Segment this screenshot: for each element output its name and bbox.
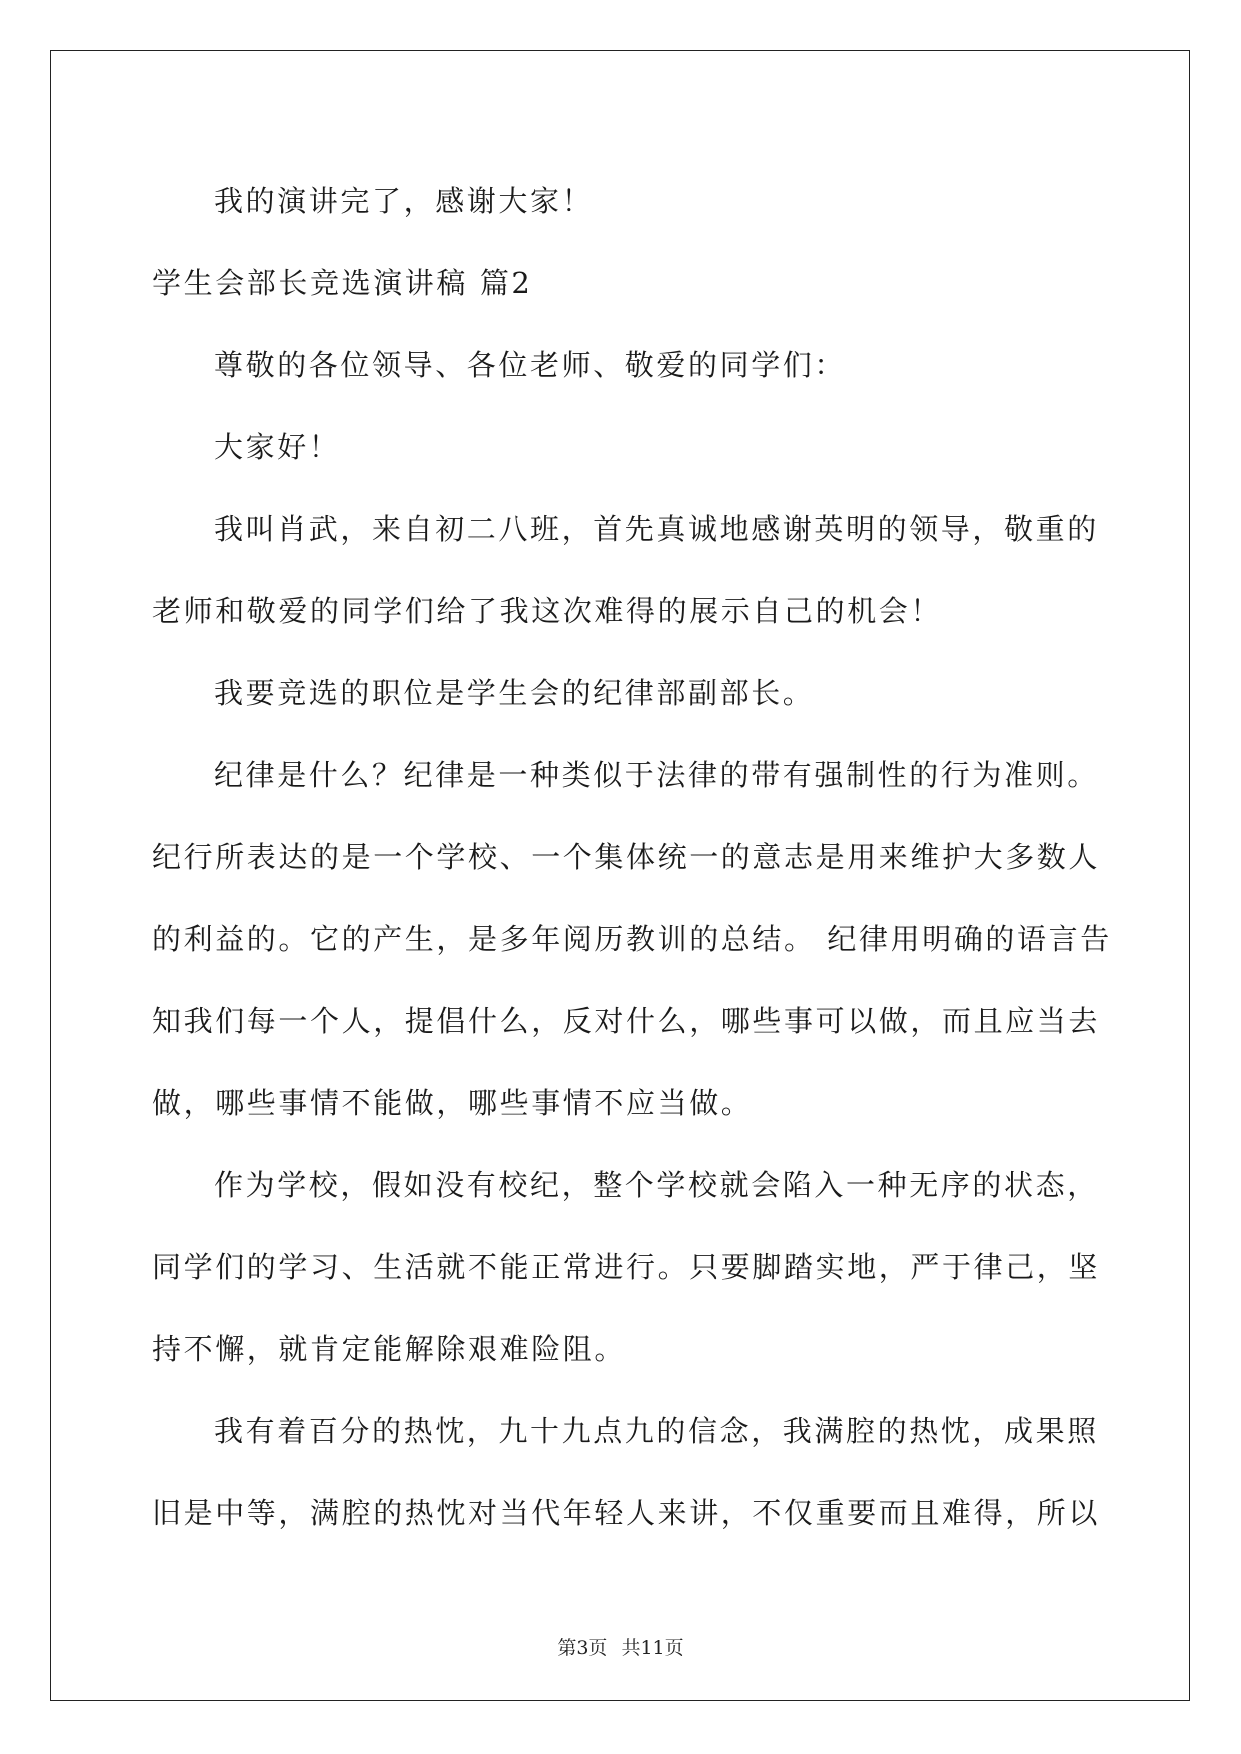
text-line: 知我们每一个人，提倡什么，反对什么，哪些事可以做，而且应当去 (152, 1004, 1101, 1038)
text-line: 纪行所表达的是一个学校、一个集体统一的意志是用来维护大多数人 (152, 840, 1101, 874)
text-line: 我要竞选的职位是学生会的纪律部副部长。 (214, 676, 815, 710)
text-line: 旧是中等，满腔的热忱对当代年轻人来讲，不仅重要而且难得，所以 (152, 1496, 1101, 1530)
text-line: 的利益的。它的产生，是多年阅历教训的总结。 纪律用明确的语言告 (152, 922, 1112, 956)
text-line: 我有着百分的热忱，九十九点九的信念，我满腔的热忱，成果照 (214, 1414, 1099, 1448)
text-line: 尊敬的各位领导、各位老师、敬爱的同学们： (214, 348, 847, 382)
text-line: 我叫肖武，来自初二八班，首先真诚地感谢英明的领导，敬重的 (214, 512, 1099, 546)
page-total: 共11页 (621, 1637, 684, 1659)
text-line: 老师和敬爱的同学们给了我这次难得的展示自己的机会！ (152, 594, 943, 628)
page-footer (0, 1633, 1241, 1660)
section-heading: 学生会部长竞选演讲稿 篇2 (152, 266, 533, 300)
text-line: 大家好！ (214, 430, 341, 464)
text-line: 同学们的学习、生活就不能正常进行。只要脚踏实地，严于律己，坚 (152, 1250, 1101, 1284)
document-body (152, 160, 1112, 1554)
text-line: 我的演讲完了，感谢大家！ (214, 184, 594, 218)
text-line: 做，哪些事情不能做，哪些事情不应当做。 (152, 1086, 753, 1120)
text-line: 作为学校，假如没有校纪，整个学校就会陷入一种无序的状态， (214, 1168, 1099, 1202)
text-line: 持不懈，就肯定能解除艰难险阻。 (152, 1332, 627, 1366)
text-line: 纪律是什么？纪律是一种类似于法律的带有强制性的行为准则。 (214, 758, 1099, 792)
page-number: 第3页 (557, 1637, 608, 1659)
